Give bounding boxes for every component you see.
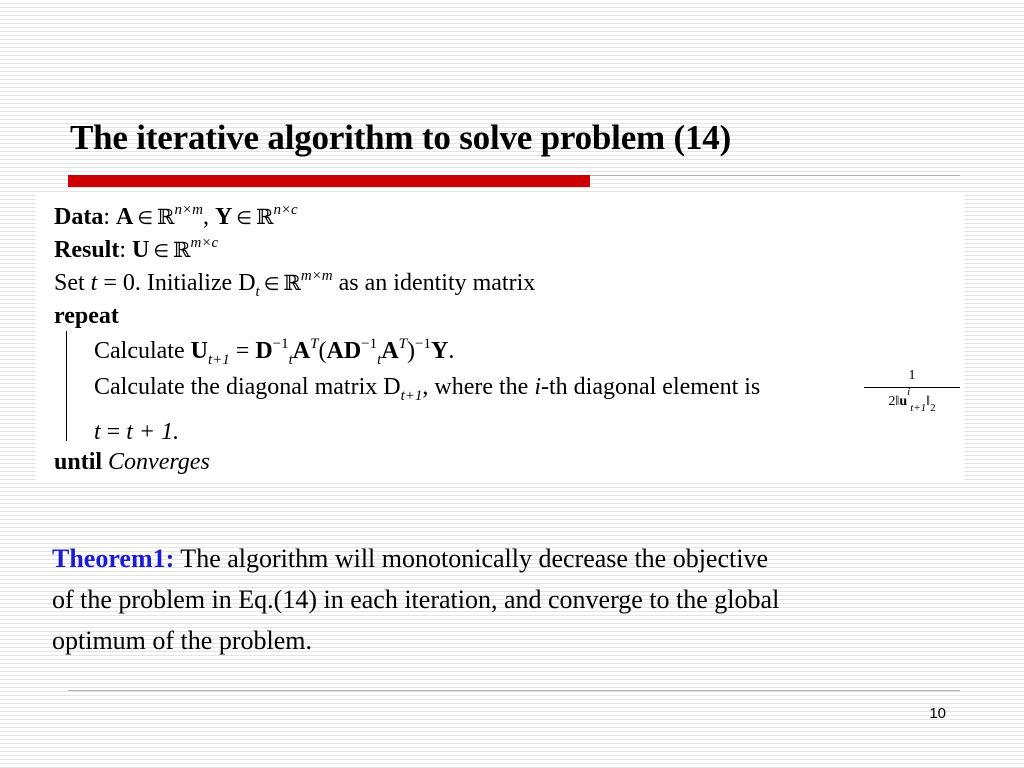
theorem-statement	[52, 538, 1022, 661]
algorithm-data-line: Data: A ∈ ℝ$^{n\times m}$, Y ∈ ℝ$^{n\times c}$	[54, 202, 298, 230]
until-keyword: until	[54, 449, 103, 475]
diagonal-element-fraction: 1 $2‖u^i_{t+1}‖_2$	[864, 367, 960, 416]
title-accent-bar	[68, 175, 590, 187]
page-number: 10	[929, 705, 946, 722]
theorem-line-3: optimum of the problem.	[52, 626, 312, 655]
algorithm-init-line: Set t = 0. Initialize $D_t$ ∈ ℝ$^{m\times m}$ as an identity matrix	[54, 268, 536, 300]
theorem-line-2: of the problem in Eq.(14) in each iteration, and converge to the global	[52, 585, 780, 614]
data-keyword: Data	[54, 204, 104, 230]
footer-divider	[68, 690, 960, 691]
theorem-line-1: Theorem1: The algorithm will monotonically decrease the objective	[52, 544, 769, 573]
repeat-keyword: repeat	[54, 303, 119, 329]
theorem-label: Theorem1:	[52, 544, 175, 573]
algorithm-step-update-d: Calculate the diagonal matrix $D_{t+1}$, where the i-th diagonal element is	[94, 374, 761, 404]
until-condition: Converges	[108, 449, 210, 475]
result-keyword: Result	[54, 237, 120, 263]
algorithm-step-update-u: Calculate $U_{t+1} = D^{-1}_tA^T(AD^{-1}_tA^T)^{-1}Y$.	[94, 336, 455, 368]
algorithm-step-increment-t: t = t + 1.	[94, 419, 180, 445]
loop-body-bar	[66, 331, 67, 441]
algorithm-until-line	[54, 446, 210, 479]
slide-title: The iterative algorithm to solve problem (14)	[70, 118, 732, 157]
algorithm-box	[36, 195, 964, 480]
algorithm-result-line: Result: U ∈ ℝ$^{m\times c}$	[54, 235, 219, 263]
